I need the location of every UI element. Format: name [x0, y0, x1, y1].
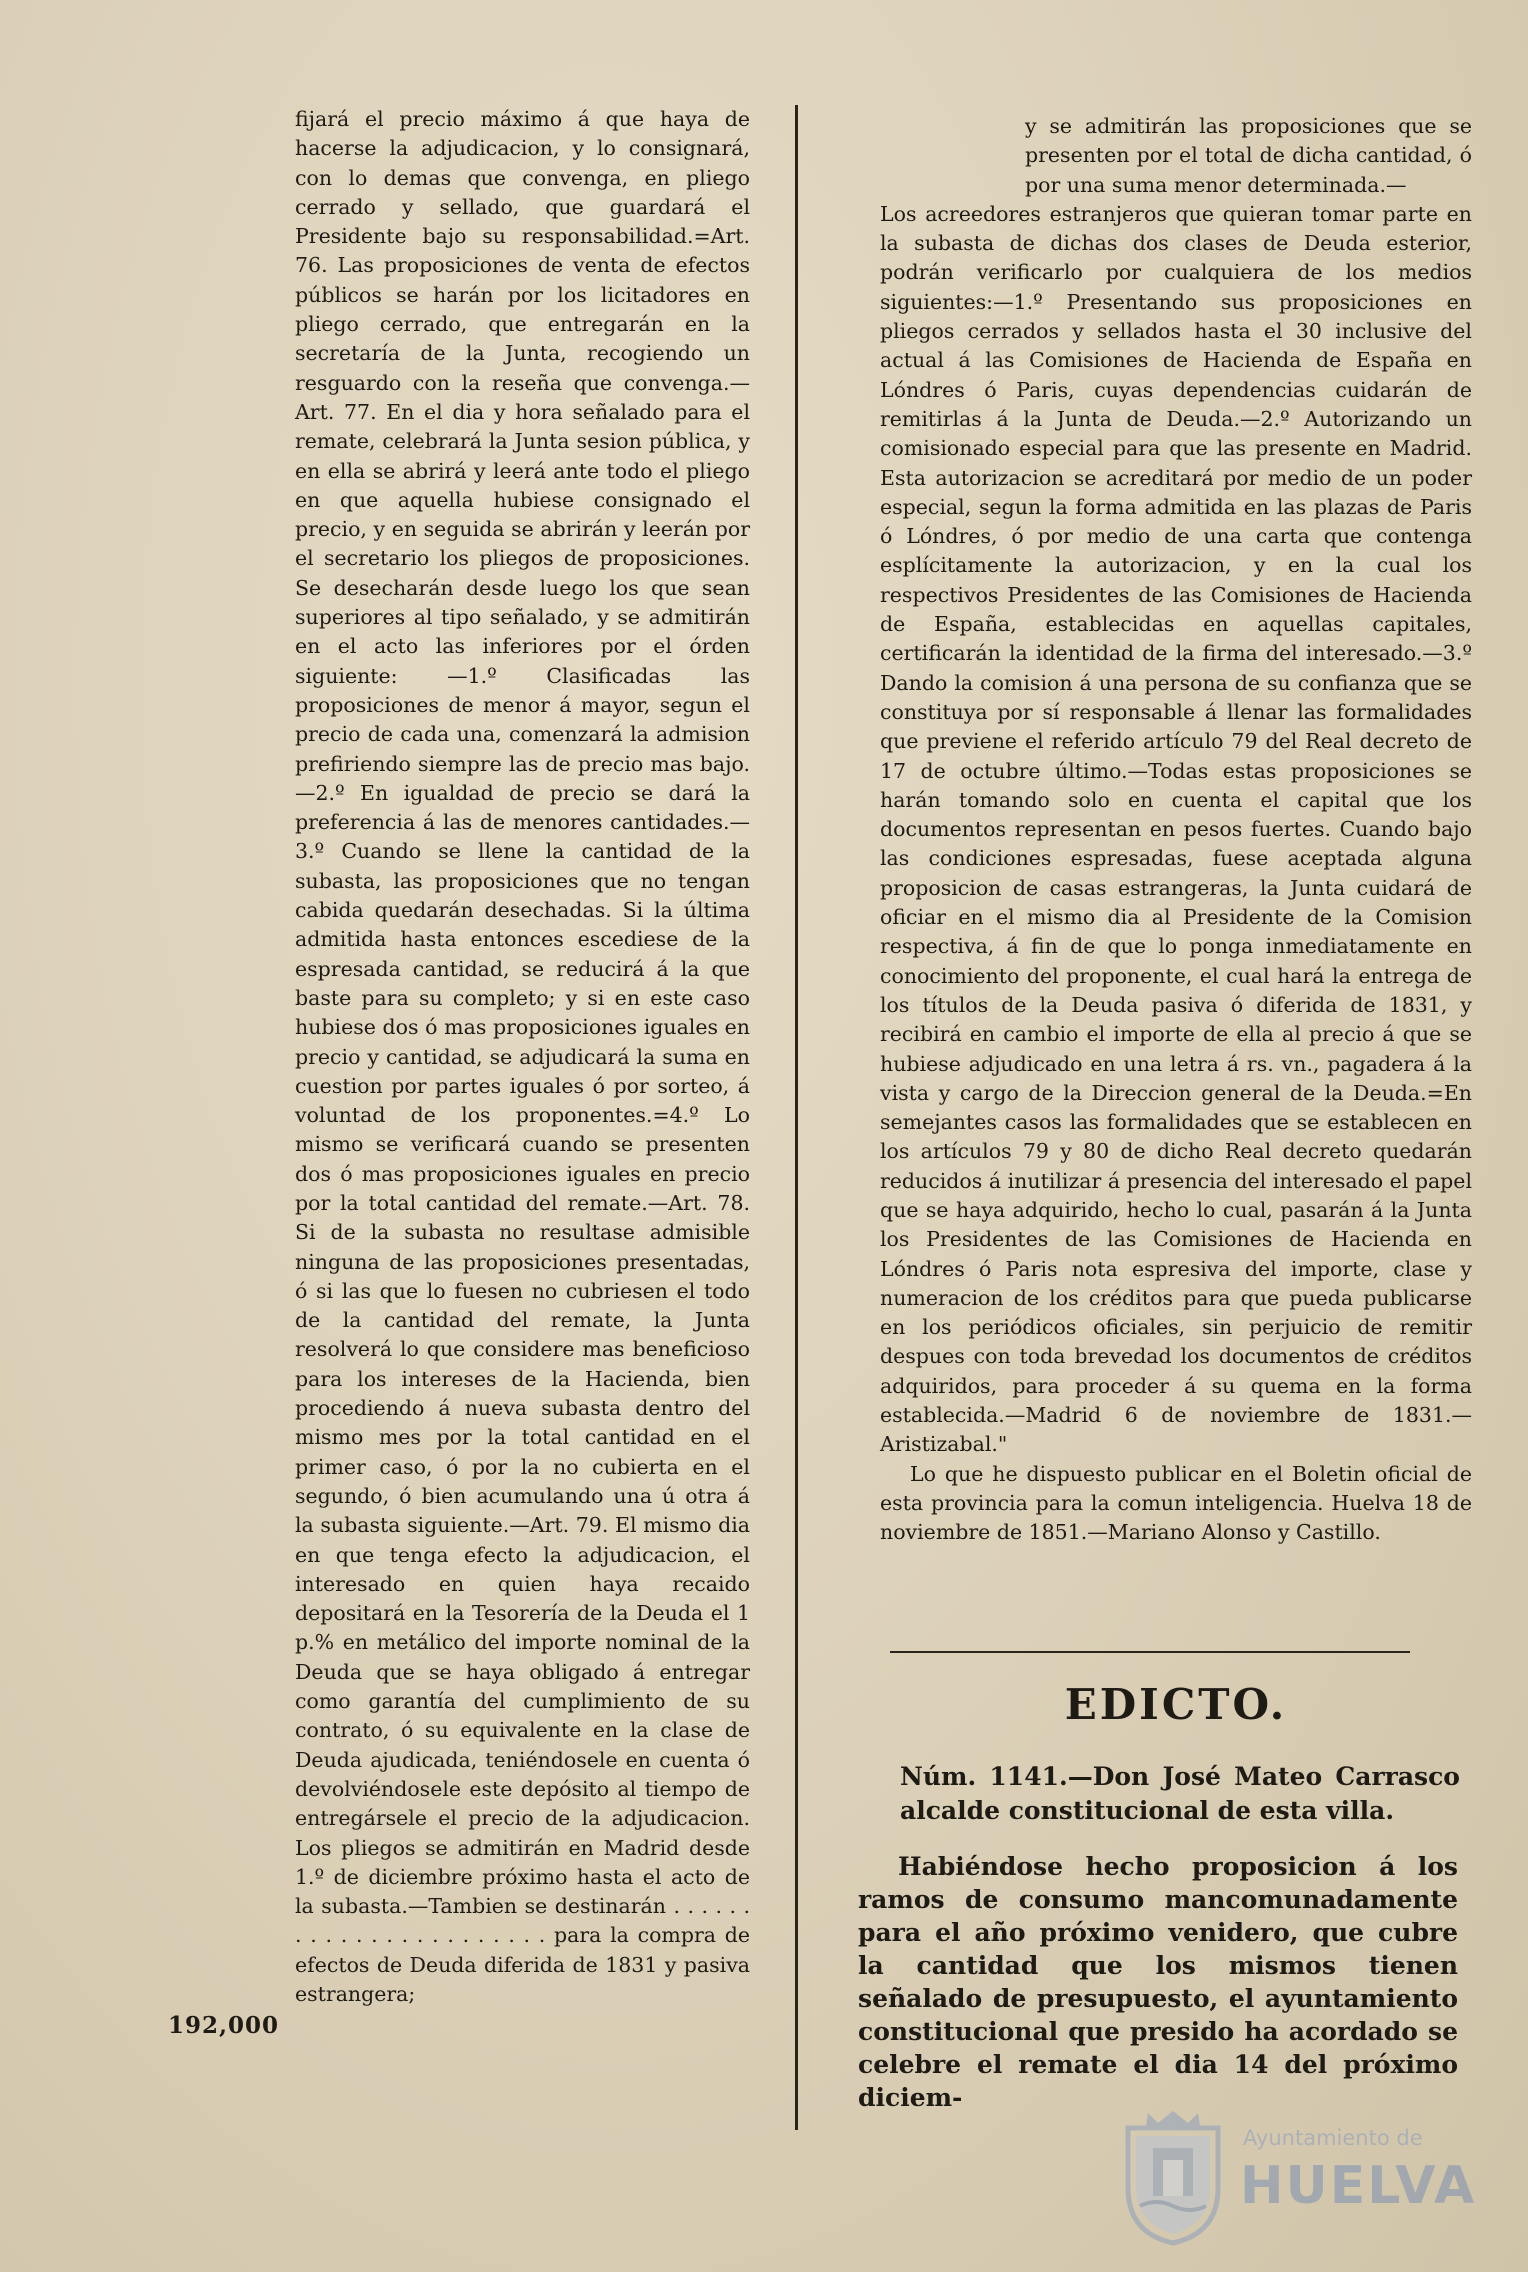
coat-of-arms-icon — [1118, 2108, 1228, 2248]
edicto-body: Habiéndose hecho proposicion á los ramos de consumo mancomunadamente para el año próximo venidero, que cubre la cantidad que los mismos tienen señalado de presupuesto, el ayuntamiento constitucional que presido ha acordado se celebre el remate el dia 14 del próximo diciem- — [858, 1852, 1458, 2112]
section-rule — [890, 1651, 1410, 1653]
left-column-text: fijará el precio máximo á que haya de hacerse la adjudicacion, y lo consignará, con lo demas que convenga, en pliego cerrado y sellado, que guardará el Presidente bajo su responsabilidad.=Art. 76. Las proposiciones de venta de efectos públicos se harán por los licitadores en pliego cerrado, que entregarán en la secretaría de la Junta, recogiendo un resguardo con la reseña que convenga.—Art. 77. En el dia y hora señalado para el remate, celebrará la Junta sesion pública, y en ella se abrirá y leerá ante todo el pliego en que aquella hubiese consignado el precio, y en seguida se abrirán y leerán por el secretario los pliegos de proposiciones. Se desecharán desde luego los que sean superiores al tipo señalado, y se admitirán en el acto las inferiores por el órden siguiente: —1.º Clasificadas las proposiciones de menor á mayor, segun el precio de cada una, comenzará la admision prefiriendo siempre las de precio mas bajo. —2.º En igualdad de precio se dará la preferencia á las de menores cantidades.—3.º Cuando se llene la cantidad de la subasta, las proposiciones que no tengan cabida quedarán desechadas. Si la última admitida hasta entonces escediese de la espresada cantidad, se reducirá á la que baste para su completo; y si en este caso hubiese dos ó mas proposiciones iguales en precio y cantidad, se adjudicará la suma en cuestion por partes iguales ó por sorteo, á voluntad de los proponentes.=4.º Lo mismo se verificará cuando se presenten dos ó mas proposiciones iguales en precio por la total cantidad del remate.—Art. 78. Si de la subasta no resultase admisible ninguna de las proposiciones presentadas, ó si las que lo fuesen no cubriesen el todo de la cantidad del remate, la Junta resolverá lo que considere mas beneficioso para los intereses de la Hacienda, bien procediendo á nueva subasta dentro del mismo mes por la total cantidad en el primer caso, ó por la no cubierta en el segundo, ó bien acumulando una ú otra á la subasta siguiente.—Art. 79. El mismo dia en que tenga efecto la adjudicacion, el interesado en quien haya recaido depositará en la Tesorería de la Deuda el 1 p.% en metálico del importe nominal de la Deuda que se haya obligado á entregar como garantía del cumplimiento de su contrato, ó su equivalente en la clase de Deuda ajudicada, teniéndosele en cuenta ó devolviéndosele este depósito al tiempo de entregársele el precio de la adjudicacion. Los pliegos se admitirán en Madrid desde 1.º de diciembre próximo hasta el acto de la subasta.—Tambien se destinarán . . . . . . . . . . . . . . . . . . . . . . . para la compra de efectos de Deuda diferida de 1831 y pasiva estrangera; — [295, 107, 750, 2006]
right-column-continuation: y se admitirán las proposiciones que se presenten por el total de dicha cantidad, ó por una suma menor determinada.— — [1025, 114, 1472, 197]
right-column-closing: Lo que he dispuesto publicar en el Boletin oficial de esta provincia para la comun inteligencia. Huelva 18 de noviembre de 1851.—Mariano Alonso y Castillo. — [880, 1461, 1472, 1545]
right-column — [880, 112, 1472, 1548]
left-column — [295, 105, 750, 2009]
column-divider — [795, 105, 798, 2130]
watermark-line2: HUELVA — [1240, 2156, 1477, 2216]
watermark-logo — [1118, 2108, 1477, 2248]
edicto-heading: Núm. 1141.—Don José Mateo Carrasco alcalde constitucional de esta villa. — [900, 1762, 1460, 1825]
watermark-line1: Ayuntamiento de — [1243, 2126, 1423, 2150]
right-column-body: Los acreedores estranjeros que quieran tomar parte en la subasta de dichas dos clases de Deuda esterior, podrán verificarlo por cualquiera de los medios siguientes:—1.º Presentando sus proposiciones en pliegos cerrados y sellados hasta el 30 inclusive del actual á las Comisiones de Hacienda de España en Lóndres ó Paris, cuyas dependencias cuidarán de remitirlas á la Junta de Deuda.—2.º Autorizando un comisionado especial para que las presente en Madrid. Esta autorizacion se acreditará por medio de un poder especial, segun la forma admitida en las plazas de Paris ó Lóndres, ó por medio de una carta que contenga esplícitamente la autorizacion, y en la cual los respectivos Presidentes de las Comisiones de Hacienda de España, establecidas en aquellas capitales, certificarán la identidad de la firma del interesado.—3.º Dando la comision á una persona de su confianza que se constituya por sí responsable á llenar las formalidades que previene el referido artículo 79 del Real decreto de 17 de octubre último.—Todas estas proposiciones se harán tomando solo en cuenta el capital que los documentos representan en pesos fuertes. Cuando bajo las condiciones espresadas, fuese aceptada alguna proposicion de casas estrangeras, la Junta cuidará de oficiar en el mismo dia al Presidente de la Comision respectiva, á fin de que lo ponga inmediatamente en conocimiento del proponente, el cual hará la entrega de los títulos de la Deuda pasiva ó diferida de 1831, y recibirá en cambio el importe de ella al precio á que se hubiese adjudicado en una letra á rs. vn., pagadera á la vista y cargo de la Direccion general de la Deuda.=En semejantes casos las formalidades que se establecen en los artículos 79 y 80 de dicho Real decreto quedarán reducidos á inutilizar á presencia del interesado el papel que se haya adquirido, hecho lo cual, pasarán á la Junta los Presidentes de las Comisiones de Hacienda en Lóndres ó Paris nota espresiva del importe, clase y numeracion de los créditos para que pueda publicarse en los periódicos oficiales, sin perjuicio de remitir despues con toda brevedad los documentos de créditos adquiridos, para proceder á su quema en la forma establecida.—Madrid 6 de noviembre de 1831.—Aristizabal." — [880, 201, 1472, 1457]
edicto-title: EDICTO. — [1064, 1680, 1288, 1729]
margin-amount: 192,000 — [168, 2012, 280, 2039]
